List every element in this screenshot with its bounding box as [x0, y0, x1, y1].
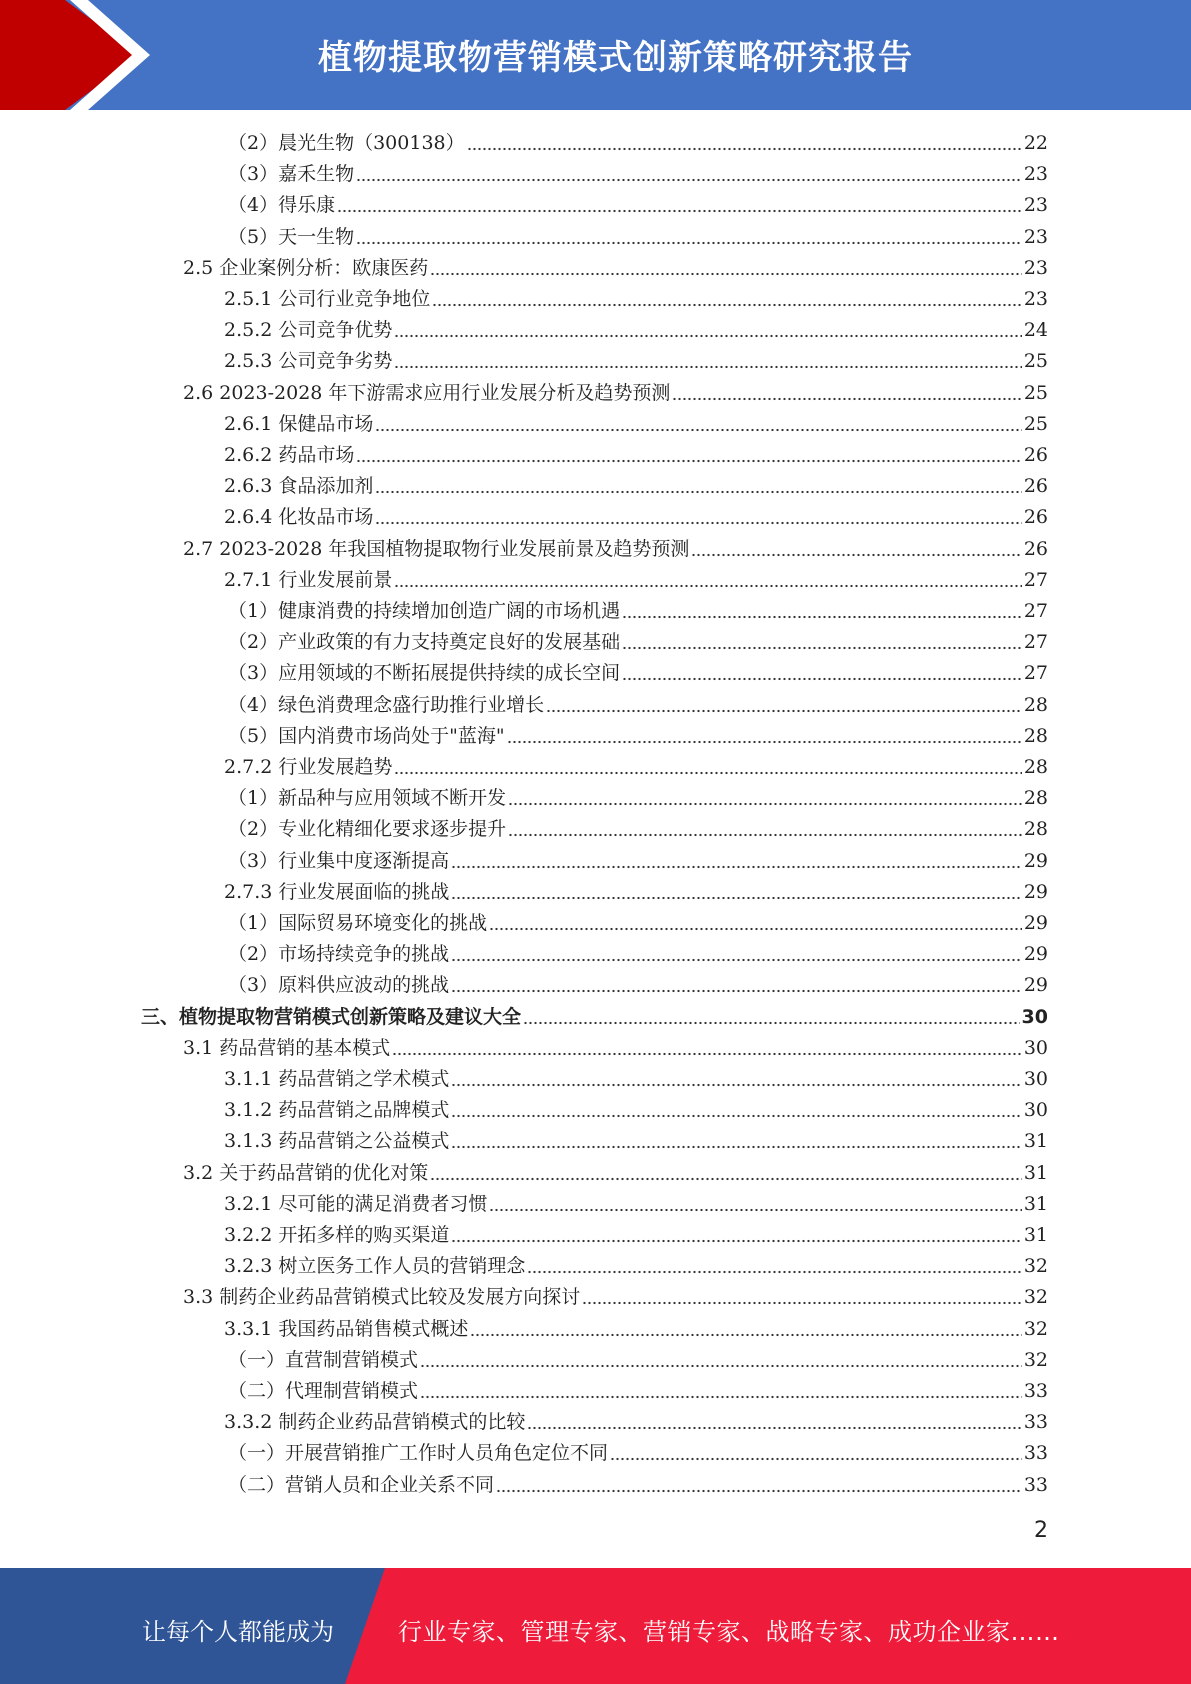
toc-entry-label: 2.5.1 公司行业竞争地位 — [224, 288, 431, 310]
toc-entry-label: （3）应用领域的不断拓展提供持续的成长空间 — [228, 662, 621, 684]
toc-entry-label: 2.5 企业案例分析：欧康医药 — [183, 257, 429, 279]
toc-entry[interactable] — [224, 1314, 1048, 1345]
toc-entry[interactable] — [224, 346, 1048, 377]
toc-entry[interactable] — [224, 440, 1048, 471]
toc-entry[interactable] — [224, 752, 1048, 783]
toc-dot-leader — [691, 549, 1021, 557]
toc-entry[interactable] — [224, 1189, 1048, 1220]
toc-entry-page: 23 — [1023, 194, 1048, 216]
toc-dot-leader — [451, 1235, 1021, 1243]
toc-entry-page: 30 — [1023, 1099, 1048, 1121]
toc-entry-label: 3.1.2 药品营销之品牌模式 — [224, 1099, 450, 1121]
toc-entry[interactable] — [224, 284, 1048, 315]
toc-entry[interactable] — [141, 1002, 1048, 1033]
toc-entry[interactable] — [228, 1376, 1048, 1407]
toc-entry-page: 27 — [1023, 662, 1048, 684]
toc-entry[interactable] — [228, 658, 1048, 689]
toc-entry-label: （2）产业政策的有力支持奠定良好的发展基础 — [228, 631, 621, 653]
toc-entry-page: 23 — [1023, 257, 1048, 279]
toc-dot-leader — [451, 1110, 1021, 1118]
toc-entry-label: 2.5.3 公司竞争劣势 — [224, 350, 393, 372]
toc-entry[interactable] — [228, 939, 1048, 970]
toc-entry-page: 28 — [1023, 756, 1048, 778]
toc-entry[interactable] — [228, 627, 1048, 658]
toc-dot-leader — [496, 1485, 1022, 1493]
toc-entry-label: （3）嘉禾生物 — [228, 163, 355, 185]
toc-dot-leader — [451, 892, 1021, 900]
toc-dot-leader — [467, 143, 1022, 151]
toc-entry[interactable] — [228, 1470, 1048, 1501]
toc-dot-leader — [622, 611, 1022, 619]
toc-entry-page: 27 — [1023, 569, 1048, 591]
toc-entry-page: 29 — [1023, 912, 1048, 934]
footer-banner — [0, 1568, 1191, 1684]
toc-entry-page: 26 — [1023, 506, 1048, 528]
toc-entry-label: 3.3.1 我国药品销售模式概述 — [224, 1318, 469, 1340]
toc-dot-leader — [672, 393, 1021, 401]
report-header — [0, 0, 1191, 110]
toc-entry-label: （1）健康消费的持续增加创造广阔的市场机遇 — [228, 600, 621, 622]
toc-dot-leader — [420, 1391, 1022, 1399]
toc-entry-label: 3.2.3 树立医务工作人员的营销理念 — [224, 1255, 526, 1277]
toc-entry-page: 27 — [1023, 631, 1048, 653]
toc-entry-page: 31 — [1023, 1193, 1048, 1215]
toc-dot-leader — [430, 1173, 1022, 1181]
toc-entry-label: 2.7 2023-2028 年我国植物提取物行业发展前景及趋势预测 — [183, 538, 690, 560]
toc-entry-label: 2.7.3 行业发展面临的挑战 — [224, 881, 450, 903]
toc-entry-label: （2）专业化精细化要求逐步提升 — [228, 818, 507, 840]
toc-entry-page: 23 — [1023, 226, 1048, 248]
toc-entry-page: 31 — [1023, 1162, 1048, 1184]
toc-entry-page: 33 — [1023, 1411, 1048, 1433]
toc-entry-page: 26 — [1023, 475, 1048, 497]
toc-dot-leader — [420, 1360, 1022, 1368]
toc-dot-leader — [394, 361, 1021, 369]
toc-entry-label: 2.6.3 食品添加剂 — [224, 475, 374, 497]
toc-dot-leader — [356, 174, 1022, 182]
toc-entry-label: （一）开展营销推广工作时人员角色定位不同 — [228, 1442, 609, 1464]
toc-dot-leader — [430, 268, 1022, 276]
toc-entry-label: 3.1.3 药品营销之公益模式 — [224, 1130, 450, 1152]
toc-entry-label: （3）行业集中度逐渐提高 — [228, 850, 450, 872]
toc-entry[interactable] — [224, 315, 1048, 346]
toc-entry-label: 2.6 2023-2028 年下游需求应用行业发展分析及趋势预测 — [183, 382, 671, 404]
report-title: 植物提取物营销模式创新策略研究报告 — [318, 38, 913, 78]
toc-entry[interactable] — [228, 222, 1048, 253]
page-number: 2 — [1034, 1518, 1048, 1543]
toc-entry[interactable] — [224, 1126, 1048, 1157]
toc-dot-leader — [582, 1297, 1022, 1305]
toc-entry-page: 29 — [1023, 850, 1048, 872]
toc-entry[interactable] — [228, 690, 1048, 721]
toc-entry[interactable] — [228, 814, 1048, 845]
toc-entry[interactable] — [183, 1033, 1048, 1064]
toc-entry-label: 3.2 关于药品营销的优化对策 — [183, 1162, 429, 1184]
toc-dot-leader — [356, 455, 1021, 463]
toc-entry[interactable] — [224, 877, 1048, 908]
toc-dot-leader — [451, 954, 1022, 962]
toc-entry[interactable] — [228, 783, 1048, 814]
toc-entry-page: 26 — [1023, 444, 1048, 466]
toc-entry-page: 33 — [1023, 1474, 1048, 1496]
toc-dot-leader — [394, 580, 1021, 588]
toc-dot-leader — [508, 829, 1022, 837]
toc-entry-page: 32 — [1023, 1349, 1048, 1371]
toc-entry-label: 2.7.1 行业发展前景 — [224, 569, 393, 591]
toc-entry-page: 30 — [1021, 1006, 1048, 1028]
toc-entry[interactable] — [228, 128, 1048, 159]
toc-entry-page: 26 — [1023, 538, 1048, 560]
toc-entry-label: （5）天一生物 — [228, 226, 355, 248]
toc-entry[interactable] — [228, 190, 1048, 221]
toc-entry-label: （4）得乐康 — [228, 194, 336, 216]
toc-dot-leader — [610, 1453, 1022, 1461]
toc-dot-leader — [470, 1329, 1021, 1337]
toc-dot-leader — [527, 1422, 1021, 1430]
toc-entry-label: （二）营销人员和企业关系不同 — [228, 1474, 495, 1496]
toc-entry-label: 3.3.2 制药企业药品营销模式的比较 — [224, 1411, 526, 1433]
toc-dot-leader — [523, 1017, 1020, 1025]
toc-entry[interactable] — [224, 565, 1048, 596]
toc-entry-page: 28 — [1023, 787, 1048, 809]
toc-dot-leader — [337, 205, 1022, 213]
toc-entry[interactable] — [224, 471, 1048, 502]
toc-entry[interactable] — [183, 1158, 1048, 1189]
toc-entry[interactable] — [228, 1438, 1048, 1469]
toc-entry-page: 30 — [1023, 1068, 1048, 1090]
toc-entry-label: 三、植物提取物营销模式创新策略及建议大全 — [141, 1006, 522, 1028]
toc-dot-leader — [394, 330, 1021, 338]
toc-entry[interactable] — [224, 1095, 1048, 1126]
toc-entry-label: 2.6.4 化妆品市场 — [224, 506, 374, 528]
toc-entry-page: 33 — [1023, 1442, 1048, 1464]
toc-dot-leader — [622, 642, 1022, 650]
toc-entry[interactable] — [228, 1345, 1048, 1376]
toc-entry[interactable] — [228, 846, 1048, 877]
toc-entry-label: 3.2.1 尽可能的满足消费者习惯 — [224, 1193, 488, 1215]
toc-entry-label: （二）代理制营销模式 — [228, 1380, 419, 1402]
toc-dot-leader — [375, 517, 1021, 525]
toc-dot-leader — [375, 424, 1021, 432]
toc-entry-page: 25 — [1023, 382, 1048, 404]
toc-entry[interactable] — [228, 596, 1048, 627]
toc-dot-leader — [451, 861, 1022, 869]
toc-dot-leader — [507, 736, 1022, 744]
toc-entry-page: 25 — [1023, 350, 1048, 372]
toc-entry-label: 2.6.2 药品市场 — [224, 444, 355, 466]
toc-entry-page: 24 — [1023, 319, 1048, 341]
toc-entry[interactable] — [224, 1251, 1048, 1282]
toc-entry-label: 3.1.1 药品营销之学术模式 — [224, 1068, 450, 1090]
toc-entry-page: 30 — [1023, 1037, 1048, 1059]
toc-entry-page: 32 — [1023, 1255, 1048, 1277]
toc-dot-leader — [508, 798, 1022, 806]
toc-entry[interactable] — [228, 970, 1048, 1001]
toc-entry-label: 2.6.1 保健品市场 — [224, 413, 374, 435]
toc-dot-leader — [527, 1266, 1021, 1274]
toc-entry[interactable] — [224, 502, 1048, 533]
toc-dot-leader — [394, 767, 1021, 775]
toc-entry[interactable] — [183, 1282, 1048, 1313]
toc-entry-page: 27 — [1023, 600, 1048, 622]
toc-entry-page: 29 — [1023, 943, 1048, 965]
toc-entry-label: 3.2.2 开拓多样的购买渠道 — [224, 1224, 450, 1246]
toc-entry-page: 22 — [1023, 132, 1048, 154]
toc-entry-label: （一）直营制营销模式 — [228, 1349, 419, 1371]
toc-entry[interactable] — [228, 159, 1048, 190]
toc-entry-page: 23 — [1023, 288, 1048, 310]
toc-entry[interactable] — [183, 378, 1048, 409]
toc-entry-label: （5）国内消费市场尚处于"蓝海" — [228, 725, 505, 747]
toc-entry-page: 28 — [1023, 694, 1048, 716]
toc-entry-page: 28 — [1023, 818, 1048, 840]
toc-entry-label: 3.3 制药企业药品营销模式比较及发展方向探讨 — [183, 1286, 581, 1308]
toc-entry-page: 25 — [1023, 413, 1048, 435]
toc-entry-label: （4）绿色消费理念盛行助推行业增长 — [228, 694, 545, 716]
toc-entry-page: 32 — [1023, 1286, 1048, 1308]
footer-slogan-left: 让每个人都能成为 — [142, 1618, 334, 1646]
toc-entry-page: 33 — [1023, 1380, 1048, 1402]
toc-entry-page: 31 — [1023, 1224, 1048, 1246]
toc-dot-leader — [451, 985, 1022, 993]
toc-dot-leader — [392, 1048, 1022, 1056]
toc-dot-leader — [489, 1204, 1021, 1212]
toc-dot-leader — [622, 673, 1022, 681]
toc-entry-label: （2）市场持续竞争的挑战 — [228, 943, 450, 965]
toc-entry-page: 29 — [1023, 881, 1048, 903]
toc-entry[interactable] — [224, 1064, 1048, 1095]
toc-dot-leader — [489, 923, 1022, 931]
toc-entry-page: 23 — [1023, 163, 1048, 185]
toc-entry[interactable] — [183, 534, 1048, 565]
toc-entry-page: 29 — [1023, 974, 1048, 996]
toc-entry[interactable] — [228, 908, 1048, 939]
toc-dot-leader — [356, 237, 1022, 245]
toc-entry[interactable] — [228, 721, 1048, 752]
toc-entry-page: 31 — [1023, 1130, 1048, 1152]
toc-dot-leader — [432, 299, 1021, 307]
toc-entry[interactable] — [224, 1220, 1048, 1251]
toc-entry-label: 2.7.2 行业发展趋势 — [224, 756, 393, 778]
toc-entry-label: 3.1 药品营销的基本模式 — [183, 1037, 391, 1059]
toc-entry[interactable] — [183, 253, 1048, 284]
toc-entry[interactable] — [224, 1407, 1048, 1438]
toc-entry-label: （2）晨光生物（300138） — [228, 132, 465, 154]
toc-entry[interactable] — [224, 409, 1048, 440]
toc-entry-label: （3）原料供应波动的挑战 — [228, 974, 450, 996]
toc-entry-label: （1）国际贸易环境变化的挑战 — [228, 912, 488, 934]
toc-dot-leader — [451, 1141, 1021, 1149]
toc-dot-leader — [546, 705, 1022, 713]
toc-entry-label: （1）新品种与应用领域不断开发 — [228, 787, 507, 809]
toc-entry-page: 28 — [1023, 725, 1048, 747]
toc-entry-page: 32 — [1023, 1318, 1048, 1340]
toc-dot-leader — [451, 1079, 1021, 1087]
footer-slogan-right: 行业专家、管理专家、营销专家、战略专家、成功企业家…… — [398, 1618, 1060, 1646]
toc-dot-leader — [375, 486, 1021, 494]
toc-entry-label: 2.5.2 公司竞争优势 — [224, 319, 393, 341]
